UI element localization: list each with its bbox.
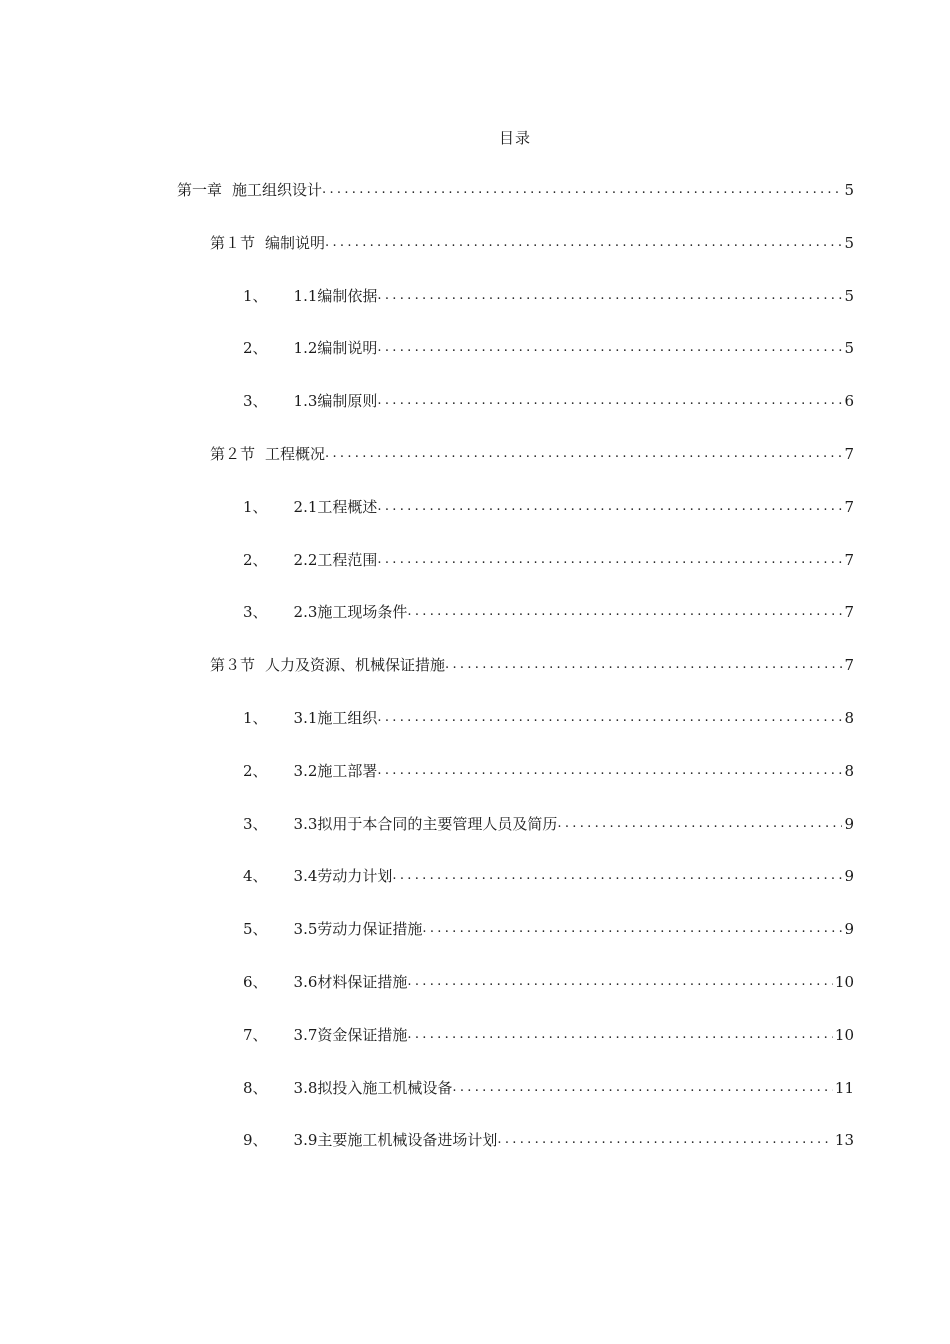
- toc-entry-label: 人力及资源、机械保证措施: [265, 656, 446, 674]
- toc-entry[interactable]: [210, 443, 854, 465]
- toc-entry-label: 施工现场条件: [317, 603, 408, 621]
- toc-page-number: 7: [844, 551, 854, 569]
- toc-entry-label: 工程概述: [317, 498, 378, 516]
- toc-entry[interactable]: [243, 1024, 854, 1046]
- toc-entry[interactable]: [243, 496, 854, 518]
- toc-entry-subnumber: 3.2: [293, 762, 318, 780]
- toc-page-number: 6: [844, 392, 854, 410]
- toc-page-number: 8: [844, 709, 854, 727]
- toc-entry-number: 3、: [243, 603, 268, 621]
- toc-entry[interactable]: [243, 549, 854, 571]
- toc-page-number: 5: [844, 339, 854, 357]
- toc-entry-label: 资金保证措施: [317, 1026, 408, 1044]
- toc-dot-leader: [557, 813, 842, 835]
- toc-page-number: 8: [844, 762, 854, 780]
- toc-page-number: 7: [844, 656, 854, 674]
- toc-entry-number: 第１节: [210, 234, 256, 252]
- toc-entry-number: 1、: [243, 287, 268, 305]
- toc-page-number: 7: [844, 498, 854, 516]
- toc-entry-subnumber: 1.1: [293, 287, 318, 305]
- toc-entry-subnumber: 2.1: [293, 498, 318, 516]
- toc-entry-number: 2、: [243, 762, 268, 780]
- toc-entry[interactable]: [243, 760, 854, 782]
- toc-entry-number: 3、: [243, 815, 268, 833]
- toc-dot-leader: [325, 443, 842, 465]
- toc-entry-label: 编制说明: [317, 339, 378, 357]
- toc-page-number: 9: [844, 867, 854, 885]
- toc-entry-subnumber: 3.5: [293, 920, 318, 938]
- toc-dot-leader: [325, 232, 842, 254]
- toc-entry-label: 材料保证措施: [317, 973, 408, 991]
- toc-entry-label: 施工部署: [317, 762, 378, 780]
- toc-entry-subnumber: 2.2: [293, 551, 318, 569]
- toc-page-number: 11: [834, 1079, 854, 1097]
- toc-entry-subnumber: 3.4: [293, 867, 318, 885]
- toc-entry-number: 5、: [243, 920, 268, 938]
- toc-entry-subnumber: 3.6: [293, 973, 318, 991]
- toc-entry-number: 3、: [243, 392, 268, 410]
- toc-entry-subnumber: 3.1: [293, 709, 318, 727]
- toc-entry-label: 工程范围: [317, 551, 378, 569]
- toc-entry-label: 拟投入施工机械设备: [317, 1079, 453, 1097]
- toc-entry-number: 6、: [243, 973, 268, 991]
- toc-entry-label: 主要施工机械设备进场计划: [317, 1131, 498, 1149]
- toc-entry-label: 施工组织: [317, 709, 378, 727]
- toc-dot-leader: [497, 1129, 832, 1151]
- toc-entry-number: 2、: [243, 339, 268, 357]
- toc-entry-subnumber: 3.7: [293, 1026, 318, 1044]
- toc-page-number: 10: [834, 1026, 854, 1044]
- toc-entry-subnumber: 2.3: [293, 603, 318, 621]
- toc-page-number: 9: [844, 920, 854, 938]
- toc-entry-label: 劳动力保证措施: [317, 920, 423, 938]
- toc-entry[interactable]: [243, 971, 854, 993]
- toc-dot-leader: [377, 760, 842, 782]
- toc-entry-number: 9、: [243, 1131, 268, 1149]
- toc-page-number: 5: [844, 287, 854, 305]
- toc-dot-leader: [377, 390, 842, 412]
- toc-entry-number: 2、: [243, 551, 268, 569]
- toc-dot-leader: [322, 179, 842, 201]
- toc-dot-leader: [422, 918, 842, 940]
- toc-title: 目录: [498, 129, 531, 147]
- toc-entry-subnumber: 1.3: [293, 392, 318, 410]
- toc-page-number: 7: [844, 445, 854, 463]
- toc-entry-number: 第２节: [210, 445, 256, 463]
- toc-entry[interactable]: [243, 285, 854, 307]
- toc-entry-label: 工程概况: [265, 445, 326, 463]
- toc-page-number: 10: [834, 973, 854, 991]
- toc-entry-label: 拟用于本合同的主要管理人员及简历: [317, 815, 558, 833]
- toc-entry-subnumber: 3.9: [293, 1131, 318, 1149]
- toc-entry-number: 4、: [243, 867, 268, 885]
- toc-entry-label: 编制说明: [265, 234, 326, 252]
- toc-entry-label: 施工组织设计: [232, 181, 323, 199]
- toc-entry[interactable]: [243, 601, 854, 623]
- toc-page-number: 7: [844, 603, 854, 621]
- toc-entry-number: 第一章: [177, 181, 223, 199]
- toc-dot-leader: [452, 1077, 832, 1099]
- toc-entry[interactable]: [243, 707, 854, 729]
- toc-entry[interactable]: [243, 1129, 854, 1151]
- toc-page-number: 5: [844, 181, 854, 199]
- toc-entry[interactable]: [243, 865, 854, 887]
- toc-entry[interactable]: [243, 813, 854, 835]
- toc-dot-leader: [377, 707, 842, 729]
- toc-entry-number: 第３节: [210, 656, 256, 674]
- toc-entry-number: 1、: [243, 709, 268, 727]
- toc-entry[interactable]: [210, 232, 854, 254]
- toc-dot-leader: [377, 285, 842, 307]
- toc-page-number: 5: [844, 234, 854, 252]
- toc-entry[interactable]: [243, 1077, 854, 1099]
- toc-entry-subnumber: 1.2: [293, 339, 318, 357]
- toc-entry[interactable]: [243, 337, 854, 359]
- toc-entry-label: 编制原则: [317, 392, 378, 410]
- toc-entry-label: 劳动力计划: [317, 867, 393, 885]
- toc-entry[interactable]: [243, 918, 854, 940]
- toc-dot-leader: [392, 865, 842, 887]
- toc-dot-leader: [377, 337, 842, 359]
- toc-entry-subnumber: 3.3: [293, 815, 318, 833]
- toc-dot-leader: [445, 654, 842, 676]
- toc-dot-leader: [377, 496, 842, 518]
- toc-dot-leader: [407, 601, 842, 623]
- toc-entry-number: 1、: [243, 498, 268, 516]
- toc-entry-subnumber: 3.8: [293, 1079, 318, 1097]
- toc-entry[interactable]: [210, 654, 854, 676]
- toc-entry[interactable]: [243, 390, 854, 412]
- toc-page-number: 13: [834, 1131, 854, 1149]
- toc-entry-label: 编制依据: [317, 287, 378, 305]
- toc-dot-leader: [407, 1024, 832, 1046]
- toc-entry[interactable]: [177, 179, 854, 201]
- toc-entry-number: 8、: [243, 1079, 268, 1097]
- toc-dot-leader: [377, 549, 842, 571]
- toc-entry-number: 7、: [243, 1026, 268, 1044]
- toc-page-number: 9: [844, 815, 854, 833]
- toc-dot-leader: [407, 971, 832, 993]
